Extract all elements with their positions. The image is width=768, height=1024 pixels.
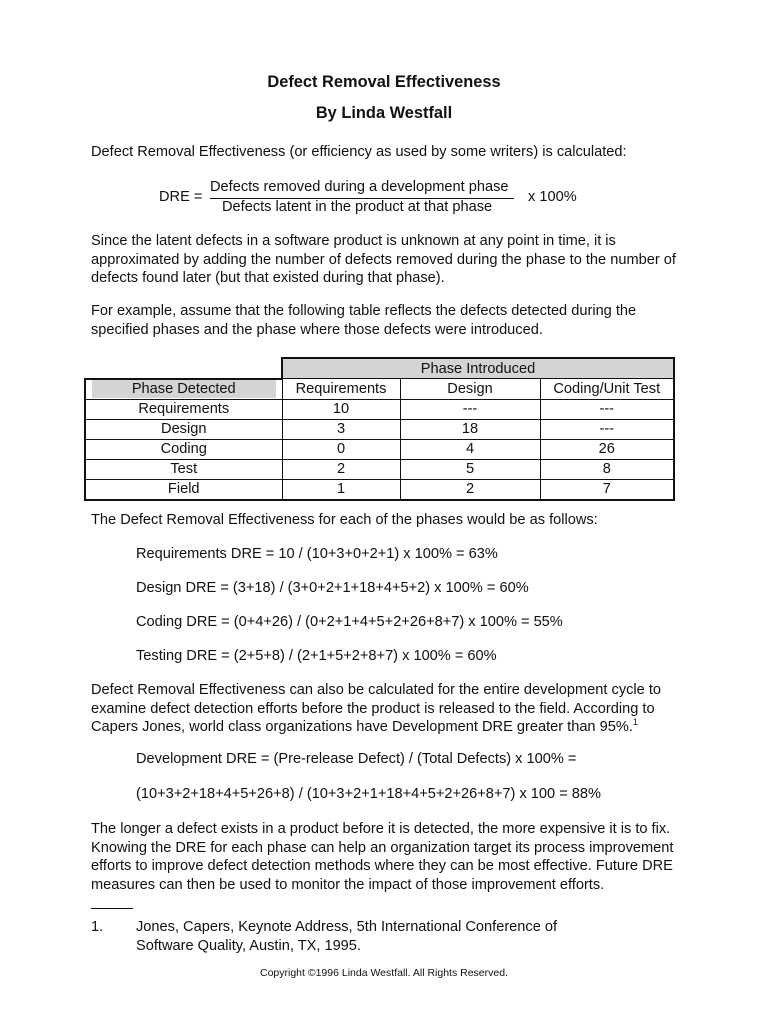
table-cell: 7 [540, 479, 674, 500]
footnote-reference: 1 [632, 717, 638, 728]
column-header: Requirements [282, 379, 400, 400]
footnote-divider [91, 908, 133, 909]
formula-multiplier: x 100% [528, 189, 577, 205]
table-corner-cell [85, 358, 282, 379]
table-cell: --- [540, 419, 674, 439]
table-cell: 1 [282, 479, 400, 500]
example-paragraph: For example, assume that the following table reflects the defects detected during the specified phases and the phase where those defects were introduced. [91, 303, 637, 338]
dre-formula [0, 178, 768, 218]
row-phase: Field [85, 479, 282, 500]
table-row [85, 419, 674, 439]
table-cell: 5 [400, 459, 540, 479]
copyright-notice: Copyright ©1996 Linda Westfall. All Rights Reserved. [259, 967, 508, 979]
row-phase: Test [85, 459, 282, 479]
conclusion-paragraph: The longer a defect exists in a product before it is detected, the more expensive it is to fix. Knowing the DRE for each phase can help an organization target its process improvement efforts to improve defect detection methods where they can be most effective. Future DRE measures can then be used to monitor the impact of those improvement efforts. [91, 821, 674, 893]
formula-numerator: Defects removed during a development phase [210, 179, 509, 195]
table-cell: 2 [282, 459, 400, 479]
table-cell: 3 [282, 419, 400, 439]
footnote-number: 1. [91, 919, 104, 935]
table-cell: 2 [400, 479, 540, 500]
table-group-header-row [85, 358, 674, 379]
defect-table [84, 357, 675, 501]
document-title: Defect Removal Effectiveness [267, 73, 501, 91]
formula-label: DRE = [159, 189, 203, 205]
table-cell: 4 [400, 439, 540, 459]
design-dre: Design DRE = (3+18) / (3+0+2+1+18+4+5+2) x 100% = 60% [136, 580, 529, 596]
table-cell: 18 [400, 419, 540, 439]
table-row [85, 459, 674, 479]
row-phase: Coding [85, 439, 282, 459]
testing-dre: Testing DRE = (2+5+8) / (2+1+5+2+8+7) x 100% = 60% [136, 648, 497, 664]
table-cell: --- [400, 399, 540, 419]
phase-detected-label: Phase Detected [92, 380, 276, 398]
column-header: Design [400, 379, 540, 400]
footnote-text: Jones, Capers, Keynote Address, 5th International Conference of Software Quality, Austin, TX, 1995. [136, 919, 558, 954]
document-author: By Linda Westfall [315, 104, 453, 122]
latent-defects-paragraph: Since the latent defects in a software product is unknown at any point in time, it is approximated by adding the number of defects removed during the phase to the number of defects found later (but that existed during that phase). [91, 233, 676, 286]
table-row [85, 479, 674, 500]
phases-paragraph: The Defect Removal Effectiveness for each of the phases would be as follows: [91, 512, 598, 528]
coding-dre: Coding DRE = (0+4+26) / (0+2+1+4+5+2+26+8+7) x 100% = 55% [136, 614, 563, 630]
formula-denominator: Defects latent in the product at that phase [222, 199, 493, 215]
development-dre-calculation: (10+3+2+18+4+5+26+8) / (10+3+2+1+18+4+5+2+26+8+7) x 100 = 88% [136, 786, 601, 802]
development-cycle-text: Defect Removal Effectiveness can also be calculated for the entire development cycle to examine defect detection efforts before the product is released to the field. According to Capers Jones, world class organizations have Development DRE greater than 95%. [91, 682, 662, 735]
column-header: Coding/Unit Test [540, 379, 674, 400]
table-cell: 10 [282, 399, 400, 419]
table-row [85, 439, 674, 459]
table-column-header-row [85, 379, 674, 400]
row-phase: Requirements [85, 399, 282, 419]
development-cycle-paragraph [91, 681, 681, 737]
table-cell: 26 [540, 439, 674, 459]
requirements-dre: Requirements DRE = 10 / (10+3+0+2+1) x 100% = 63% [136, 546, 498, 562]
intro-paragraph: Defect Removal Effectiveness (or efficiency as used by some writers) is calculated: [91, 144, 627, 160]
table-cell: 0 [282, 439, 400, 459]
table-cell: 8 [540, 459, 674, 479]
table-row [85, 399, 674, 419]
table-cell: --- [540, 399, 674, 419]
phase-introduced-header: Phase Introduced [282, 358, 674, 379]
development-dre: Development DRE = (Pre-release Defect) / (Total Defects) x 100% = [136, 751, 577, 767]
row-phase: Design [85, 419, 282, 439]
phase-detected-header [85, 379, 282, 400]
